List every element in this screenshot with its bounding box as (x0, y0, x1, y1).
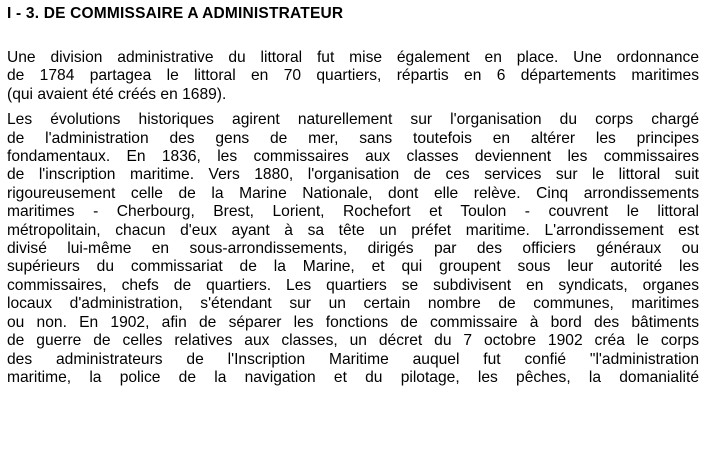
section-heading: I - 3. DE COMMISSAIRE A ADMINISTRATEUR (7, 5, 344, 22)
paragraph-1 (7, 49, 699, 104)
paragraph-2 (7, 111, 699, 387)
text-line: métropolitain, chacun d'eux ayant à sa tête un préfet maritime. L'arrondissement est (7, 221, 699, 239)
text-line: de guerre de celles relatives aux classes, un décret du 7 octobre 1902 créa le corps (7, 332, 699, 350)
text-line: ou non. En 1902, afin de séparer les fonctions de commissaire à bord des bâtiments (7, 313, 699, 331)
text-line: Une division administrative du littoral fut mise également en place. Une ordonnance (7, 49, 699, 66)
text-line: locaux d'administration, s'étendant sur un certain nombre de communes, maritimes (7, 295, 699, 313)
text-line: divisé lui-même en sous-arrondissements, dirigés par des officiers généraux ou (7, 240, 699, 258)
text-line: rigoureusement celle de la Marine Nationale, dont elle relève. Cinq arrondissements (7, 184, 699, 202)
text-line: des administrateurs de l'Inscription Maritime auquel fut confié "l'administration (7, 350, 699, 368)
text-line: maritime, la police de la navigation et du pilotage, les pêches, la domanialité (7, 368, 699, 386)
text-line: (qui avaient été créés en 1689). (7, 85, 227, 103)
text-line: supérieurs du commissariat de la Marine, et qui groupent sous leur autorité les (7, 258, 699, 276)
text-line: de 1784 partagea le littoral en 70 quartiers, répartis en 6 départements maritimes (7, 67, 699, 85)
document-page (7, 4, 699, 387)
text-line: Les évolutions historiques agirent naturellement sur l'organisation du corps chargé (7, 111, 699, 129)
text-line: commissaires, chefs de quartiers. Les quartiers se subdivisent en syndicats, organes (7, 276, 699, 294)
text-line: maritimes - Cherbourg, Brest, Lorient, Rochefort et Toulon - couvrent le littoral (7, 203, 699, 221)
text-line: fondamentaux. En 1836, les commissaires aux classes deviennent les commissaires (7, 148, 699, 166)
text-line: de l'administration des gens de mer, sans toutefois en altérer les principes (7, 129, 699, 147)
text-line: de l'inscription maritime. Vers 1880, l'organisation de ces services sur le littoral suit (7, 166, 699, 184)
